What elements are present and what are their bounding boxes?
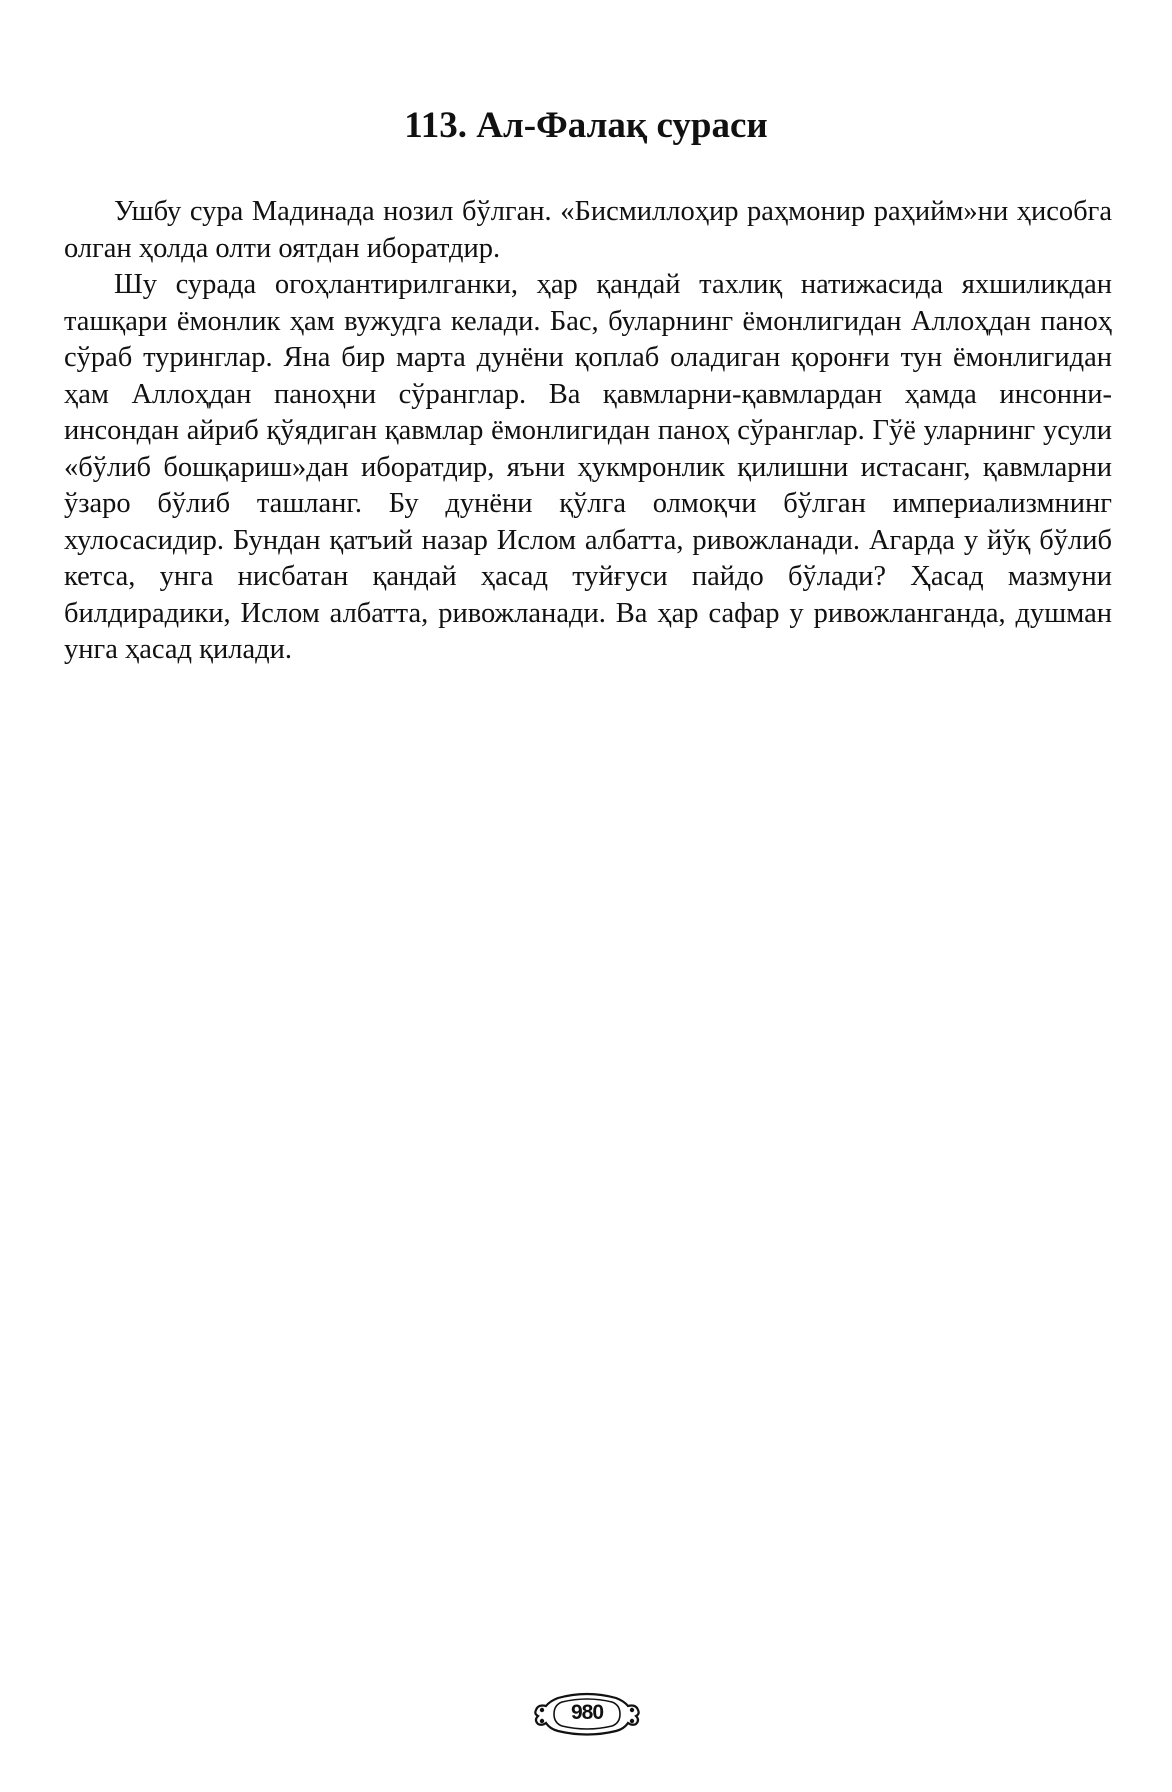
paragraph-2: Шу сурада огоҳлантирилганки, ҳар қандай тахлиқ натижасида яхшиликдан ташқари ёмонлик ҳам вужудга келади. Бас, буларнинг ёмонлигидан Аллоҳдан паноҳ сўраб туринглар. Яна бир марта дунёни қоплаб оладиган қоронғи тун ёмонлигидан ҳам Аллоҳдан паноҳни сўранглар. Ва қавмларни-қавмлардан ҳамда инсонни-инсондан айриб қўядиган қавмлар ёмонлигидан паноҳ сўранглар. Гўё уларнинг усули «бўлиб бошқариш»дан иборатдир, яъни ҳукмронлик қилишни истасанг, қавмларни ўзаро бўлиб ташланг. Бу дунёни қўлга олмоқчи бўлган империализмнинг хулосасидир. Бундан қатъий назар Ислом албатта, ривожланади. Агарда у йўқ бўлиб кетса, унга нисбатан қандай ҳасад туйғуси пайдо бўлади? Ҳасад мазмуни билдирадики, Ислом албатта, ривожланади. Ва ҳар сафар у ривожланганда, душман унга ҳасад қилади. xyxy=(64,269,1112,665)
page-title: 113. Ал-Фалақ сураси xyxy=(404,105,768,146)
paragraph-1: Ушбу сура Мадинада нозил бўлган. «Бисмиллоҳир раҳмонир раҳийм»ни ҳисобга олган ҳолда олти оятдан иборатдир. xyxy=(64,196,1112,264)
page-footer xyxy=(532,1692,642,1736)
body-text xyxy=(64,194,1112,669)
page-number: 980 xyxy=(570,1701,604,1724)
